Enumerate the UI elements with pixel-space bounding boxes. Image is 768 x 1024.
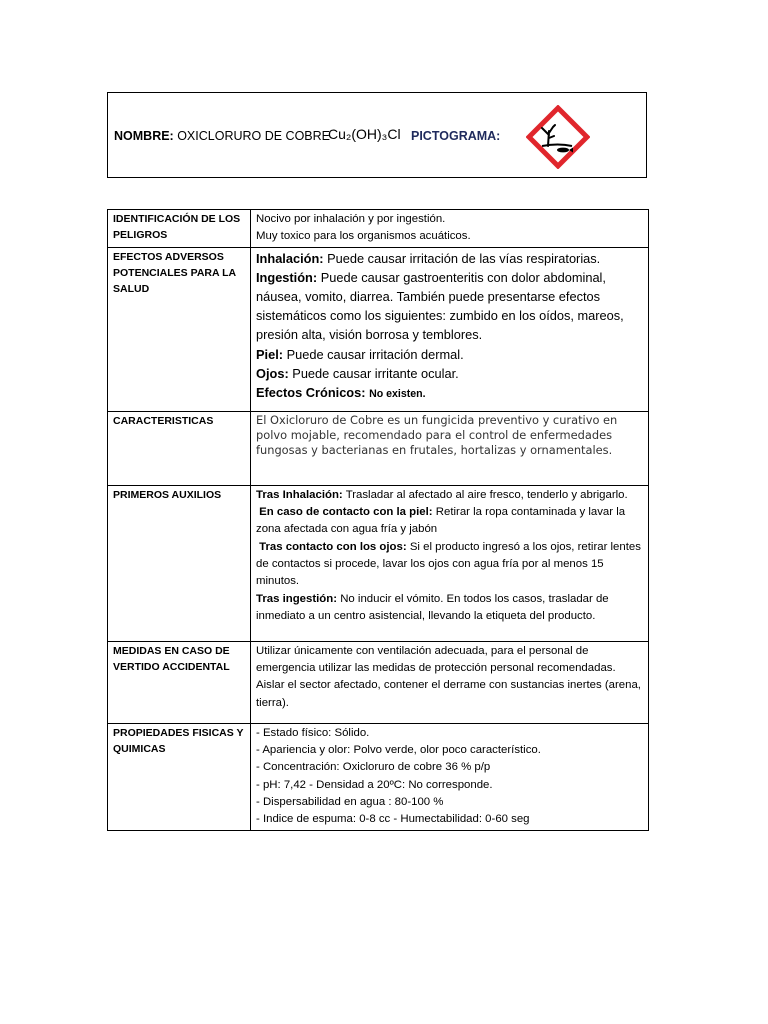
name-label: NOMBRE: [114, 129, 174, 143]
row-label-primeros-auxilios: PRIMEROS AUXILIOS [108, 485, 251, 641]
property-item: - Dispersabilidad en agua : 80-100 % [256, 795, 444, 808]
table-row [108, 641, 649, 723]
aid-label: Tras Inhalación: [256, 488, 343, 501]
effect-piel [256, 345, 643, 364]
effect-ingestion [256, 268, 643, 345]
aid-text: Si el producto ingresó a los ojos, retirar lentes de contactos si procede, lavar los ojos con agua fría por al menos 15 minutos. [256, 540, 641, 588]
effect-cronicos [256, 383, 643, 403]
row-label-propiedades: PROPIEDADES FISICAS Y QUIMICAS [108, 723, 251, 830]
aid-ingestion [256, 591, 643, 626]
property-item: - Concentración: Oxicloruro de cobre 36 % p/p [256, 761, 491, 774]
aid-ojos [256, 539, 643, 591]
aid-piel [256, 504, 643, 539]
aid-label: Tras ingestión: [256, 592, 338, 605]
row-label-caracteristicas: CARACTERISTICAS [108, 411, 251, 485]
property-item: - Estado físico: Sólido. [256, 726, 370, 739]
effect-label: Inhalación: [256, 250, 324, 266]
table-row [108, 485, 649, 641]
effect-label: Ojos: [256, 365, 289, 381]
aid-label: Tras contacto con los ojos: [259, 540, 407, 553]
aid-text: Retirar la ropa contaminada y lavar la zona afectada con agua fría y jabón [256, 505, 626, 536]
pictogram-label: PICTOGRAMA: [411, 129, 501, 143]
effect-label: Efectos Crónicos: [256, 384, 366, 400]
property-item: - Indice de espuma: 0-8 cc - Humectabilidad: 0-60 seg [256, 813, 530, 826]
aid-inhalacion [256, 487, 643, 504]
effect-label: Piel: [256, 346, 284, 362]
row-content-propiedades [251, 723, 649, 830]
row-content-caracteristicas: El Oxicloruro de Cobre es un fungicida preventivo y curativo en polvo mojable, recomendado para el control de enfermedades fungosas y bacterianas en frutales, hortalizas y ornamentales. [251, 411, 649, 485]
table-row [108, 411, 649, 485]
table-row [108, 247, 649, 411]
aid-label: En caso de contacto con la piel: [259, 505, 433, 518]
name-value: OXICLORURO DE COBRE [177, 129, 331, 143]
header-box [107, 92, 647, 178]
chemical-formula: Cu₂(OH)₃Cl [328, 126, 401, 142]
table-row [108, 210, 649, 248]
aid-text: No inducir el vómito. En todos los casos, trasladar de inmediato a un centro asistencial, llevando la etiqueta del producto. [256, 592, 609, 622]
row-label-efectos: EFECTOS ADVERSOS POTENCIALES PARA LA SALUD [108, 247, 251, 411]
row-label-identificacion: IDENTIFICACIÓN DE LOS PELIGROS [108, 210, 251, 248]
hazard-line: Nocivo por inhalación y por ingestión. [256, 213, 446, 225]
row-content-primeros-auxilios [251, 485, 649, 641]
property-item: - pH: 7,42 - Densidad a 20ºC: No corresponde. [256, 778, 493, 791]
property-item: - Apariencia y olor: Polvo verde, olor poco característico. [256, 743, 541, 756]
aid-text: Trasladar al afectado al aire fresco, tenderlo y abrigarlo. [345, 488, 628, 501]
effect-label: Ingestión: [256, 269, 318, 285]
environment-hazard-icon [526, 105, 590, 169]
safety-data-table [107, 209, 649, 831]
hazard-line: Muy toxico para los organismos acuáticos. [256, 230, 471, 243]
effect-text: Puede causar gastroenteritis con dolor abdominal, náusea, vomito, diarrea. También puede presentarse efectos sistemáticos como los siguientes: zumbido en los oídos, mareos, presión alta, visión borrosa y temblores. [256, 269, 624, 343]
table-row [108, 723, 649, 830]
effect-text: Puede causar irritación dermal. [286, 346, 464, 362]
effect-text: Puede causar irritación de las vías respiratorias. [327, 250, 601, 266]
row-content-identificacion [251, 210, 649, 248]
effect-text: No existen. [369, 387, 426, 400]
effect-ojos [256, 364, 643, 383]
effect-inhalacion [256, 249, 643, 268]
row-label-medidas: MEDIDAS EN CASO DE VERTIDO ACCIDENTAL [108, 641, 251, 723]
row-content-medidas: Utilizar únicamente con ventilación adecuada, para el personal de emergencia utilizar las medidas de protección personal recomendadas. Aislar el sector afectado, contener el derrame con sustancias inertes (arena, tierra). [251, 641, 649, 723]
product-name [114, 129, 330, 143]
effect-text: Puede causar irritante ocular. [292, 365, 459, 381]
row-content-efectos [251, 247, 649, 411]
